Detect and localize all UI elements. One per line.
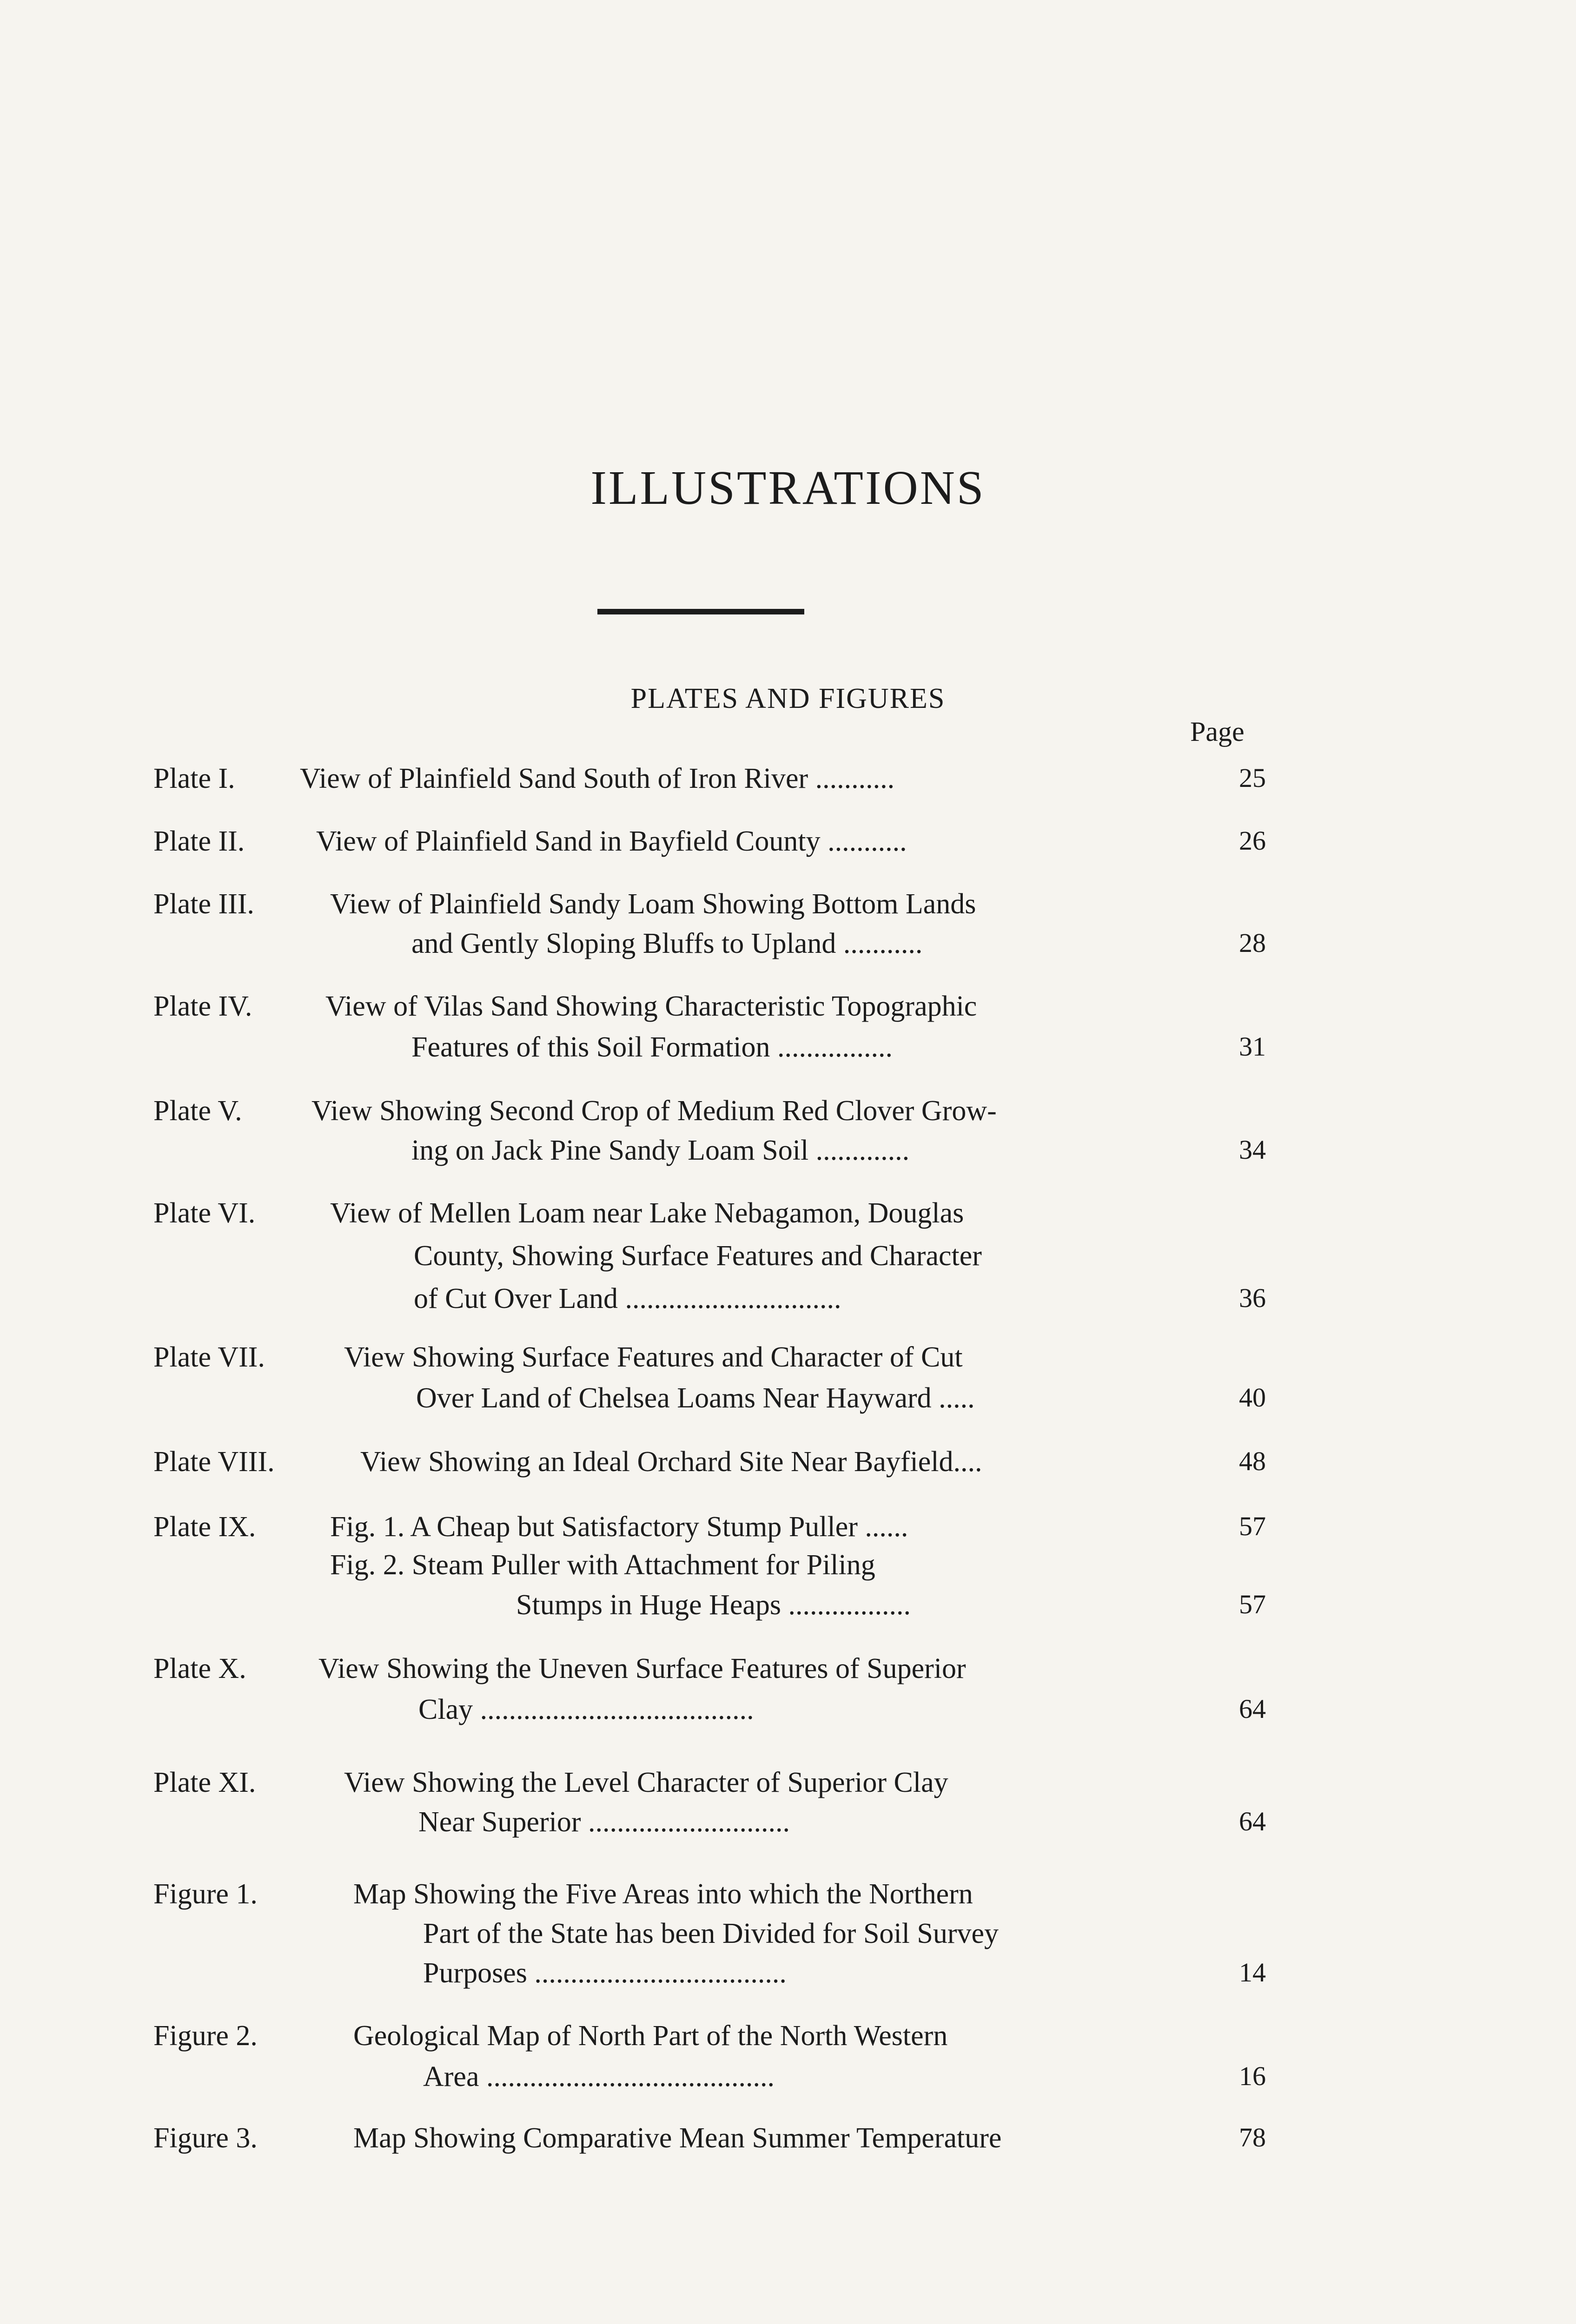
entry-label: Figure 2. <box>153 2020 258 2052</box>
entry-page: 31 <box>1239 1031 1266 1062</box>
entry-label: Plate VII. <box>153 1341 265 1373</box>
entry-page: 36 <box>1239 1283 1266 1313</box>
entry-page: 14 <box>1239 1957 1266 1987</box>
entry-text-line: View Showing Surface Features and Character of Cut <box>344 1341 963 1373</box>
entry-text-line: Area ........................................ <box>423 2061 775 2093</box>
entry-text-line: View Showing the Uneven Surface Features of Superior <box>318 1653 966 1684</box>
entry-text-line: Fig. 1. A Cheap but Satisfactory Stump Puller ...... <box>330 1511 908 1543</box>
entry-page: 57 <box>1239 1589 1266 1619</box>
entry-label: Plate II. <box>153 825 245 857</box>
entry-page: 28 <box>1239 928 1266 958</box>
entry-label: Figure 3. <box>153 2122 258 2154</box>
entry-text-line: ing on Jack Pine Sandy Loam Soil ............. <box>411 1135 910 1166</box>
entry-text-line: Features of this Soil Formation ................ <box>411 1031 893 1063</box>
entry-page: 57 <box>1239 1511 1266 1541</box>
entry-text-line: View of Plainfield Sandy Loam Showing Bottom Lands <box>330 888 976 920</box>
entry-page: 34 <box>1239 1135 1266 1165</box>
entry-text-line: County, Showing Surface Features and Character <box>414 1240 982 1272</box>
entry-text: Map Showing Comparative Mean Summer Temperature <box>353 2122 1002 2154</box>
title-rule <box>597 609 804 614</box>
entry-page: 26 <box>1239 825 1266 856</box>
entry-text-line: Purposes ................................... <box>423 1957 787 1989</box>
entry-page: 64 <box>1239 1694 1266 1724</box>
entry-page: 16 <box>1239 2061 1266 2091</box>
entry-text-line: View of Mellen Loam near Lake Nebagamon, Douglas <box>330 1197 964 1229</box>
entry-page: 25 <box>1239 763 1266 793</box>
entry-page: 48 <box>1239 1446 1266 1476</box>
entry-text-line: View Showing the Level Character of Superior Clay <box>344 1767 948 1798</box>
entry-label: Plate VIII. <box>153 1446 275 1478</box>
entry-text-line: View Showing Second Crop of Medium Red Clover Grow- <box>311 1095 997 1127</box>
entry-text: View of Plainfield Sand in Bayfield County ........... <box>316 825 907 857</box>
entry-text-line: Stumps in Huge Heaps ................. <box>516 1589 911 1621</box>
entry-label: Figure 1. <box>153 1878 258 1910</box>
entry-text-line: of Cut Over Land .............................. <box>414 1283 841 1314</box>
entry-page: 64 <box>1239 1806 1266 1836</box>
entry-text: View of Plainfield Sand South of Iron River ........... <box>300 763 895 794</box>
entry-label: Plate XI. <box>153 1767 256 1798</box>
entry-text-line: and Gently Sloping Bluffs to Upland ........... <box>411 928 923 959</box>
entry-label: Plate IV. <box>153 990 252 1022</box>
page-column-header: Page <box>1190 716 1245 747</box>
section-subtitle: PLATES AND FIGURES <box>630 683 946 714</box>
entry-text-line: View of Vilas Sand Showing Characteristic Topographic <box>325 990 977 1022</box>
entry-page: 40 <box>1239 1382 1266 1413</box>
entry-text-line: Clay ...................................... <box>418 1694 754 1725</box>
entry-text-line: Fig. 2. Steam Puller with Attachment for Piling <box>330 1549 875 1581</box>
entry-text-line: Map Showing the Five Areas into which the Northern <box>353 1878 973 1910</box>
entry-label: Plate IX. <box>153 1511 256 1543</box>
entry-page: 78 <box>1239 2122 1266 2152</box>
entry-text-line: Over Land of Chelsea Loams Near Hayward ..... <box>416 1382 975 1414</box>
entry-label: Plate VI. <box>153 1197 256 1229</box>
entry-text-line: Near Superior ............................ <box>418 1806 790 1838</box>
entry-label: Plate III. <box>153 888 254 920</box>
entry-text-line: Geological Map of North Part of the North Western <box>353 2020 948 2052</box>
entry-text: View Showing an Ideal Orchard Site Near Bayfield.... <box>360 1446 982 1478</box>
entry-text-line: Part of the State has been Divided for Soil Survey <box>423 1918 999 1949</box>
entry-label: Plate X. <box>153 1653 246 1684</box>
page-title: ILLUSTRATIONS <box>590 461 986 515</box>
entry-label: Plate V. <box>153 1095 242 1127</box>
entry-label: Plate I. <box>153 763 235 794</box>
